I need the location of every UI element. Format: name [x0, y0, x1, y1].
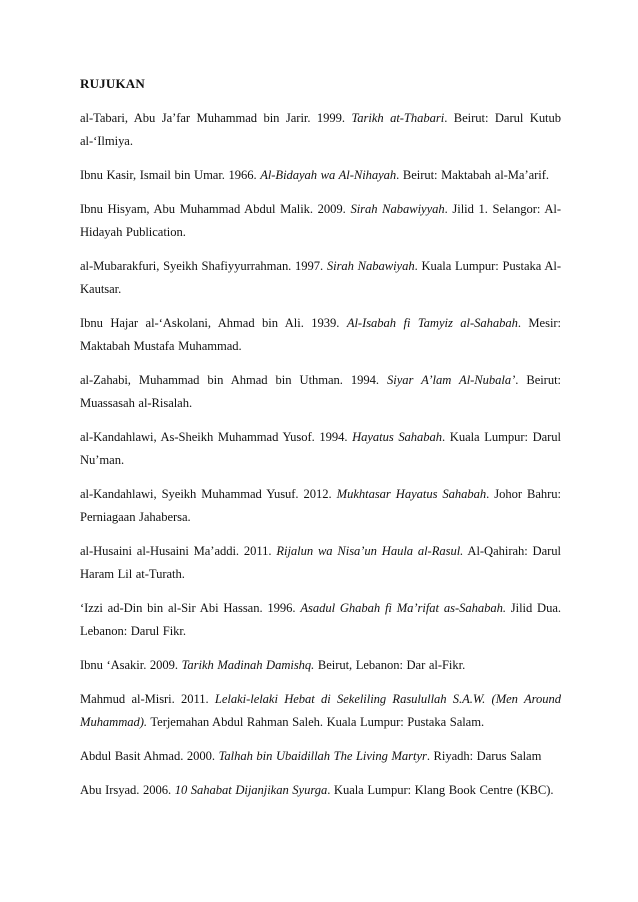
reference-author-year: ‘Izzi ad-Din bin al-Sir Abi Hassan. 1996.: [80, 601, 301, 615]
reference-entry: [80, 255, 561, 301]
reference-entry: [80, 426, 561, 472]
reference-title: 10 Sahabat Dijanjikan Syurga: [174, 783, 328, 797]
reference-author-year: al-Mubarakfuri, Syeikh Shafiyyurrahman. 1997.: [80, 259, 327, 273]
reference-publication: . Beirut: Muassasah al-Risalah.: [80, 373, 561, 410]
reference-title: Siyar A’lam Al-Nubala’: [387, 373, 516, 387]
reference-title: Talhah bin Ubaidillah The Living Martyr: [218, 749, 427, 763]
reference-title: Sirah Nabawiyah: [326, 259, 415, 273]
reference-publication: Terjemahan Abdul Rahman Saleh. Kuala Lumpur: Pustaka Salam.: [147, 715, 485, 729]
reference-publication: Al-Qahirah: Darul Haram Lil at-Turath.: [80, 544, 561, 581]
reference-author-year: al-Tabari, Abu Ja’far Muhammad bin Jarir. 1999.: [80, 111, 352, 125]
reference-author-year: al-Kandahlawi, As-Sheikh Muhammad Yusof. 1994.: [80, 430, 353, 444]
reference-publication: . Jilid 1. Selangor: Al-Hidayah Publication.: [80, 202, 561, 239]
reference-entry: [80, 597, 561, 643]
reference-publication: . Kuala Lumpur: Klang Book Centre (KBC).: [327, 783, 554, 797]
reference-entry: [80, 164, 561, 187]
reference-title: Hayatus Sahabah: [352, 430, 443, 444]
reference-title: Mukhtasar Hayatus Sahabah: [336, 487, 487, 501]
reference-entry: [80, 688, 561, 734]
reference-entry: [80, 779, 561, 802]
reference-entry: [80, 540, 561, 586]
reference-title: Al-Bidayah wa Al-Nihayah: [260, 168, 397, 182]
reference-author-year: Ibnu Kasir, Ismail bin Umar. 1966.: [80, 168, 261, 182]
document-page: [80, 64, 561, 813]
reference-author-year: Ibnu ‘Asakir. 2009.: [80, 658, 182, 672]
reference-author-year: Mahmud al-Misri. 2011.: [80, 692, 215, 706]
reference-entry: [80, 369, 561, 415]
page-heading: RUJUKAN: [80, 76, 145, 91]
reference-author-year: al-Husaini al-Husaini Ma’addi. 2011.: [80, 544, 277, 558]
reference-publication: . Beirut: Darul Kutub al-‘Ilmiya.: [80, 111, 562, 148]
reference-entry: [80, 654, 561, 677]
reference-entry: [80, 107, 561, 153]
reference-publication: Beirut, Lebanon: Dar al-Fikr.: [314, 658, 466, 672]
reference-entry: [80, 312, 561, 358]
reference-publication: . Kuala Lumpur: Pustaka Al-Kautsar.: [80, 259, 561, 296]
reference-title: Tarikh Madinah Damishq.: [181, 658, 315, 672]
reference-title: Asadul Ghabah fi Ma’rifat as-Sahabah.: [300, 601, 506, 615]
reference-author-year: Ibnu Hajar al-‘Askolani, Ahmad bin Ali. 1939.: [80, 316, 347, 330]
reference-author-year: al-Zahabi, Muhammad bin Ahmad bin Uthman. 1994.: [80, 373, 388, 387]
reference-publication: Jilid Dua. Lebanon: Darul Fikr.: [80, 601, 561, 638]
reference-author-year: Ibnu Hisyam, Abu Muhammad Abdul Malik. 2009.: [80, 202, 351, 216]
reference-entry: [80, 745, 561, 768]
reference-publication: . Beirut: Maktabah al-Ma’arif.: [396, 168, 549, 182]
reference-title: Al-Isabah fi Tamyiz al-Sahabah: [346, 316, 518, 330]
reference-title: Tarikh at-Thabari: [351, 111, 445, 125]
reference-title: Sirah Nabawiyyah: [350, 202, 445, 216]
reference-title: Lelaki-lelaki Hebat di Sekeliling Rasulullah S.A.W. (Men Around Muhammad).: [80, 692, 561, 729]
reference-author-year: al-Kandahlawi, Syeikh Muhammad Yusuf. 2012.: [80, 487, 337, 501]
reference-publication: . Johor Bahru: Perniagaan Jahabersa.: [80, 487, 561, 524]
reference-list: [80, 107, 561, 802]
reference-title: Rijalun wa Nisa’un Haula al-Rasul.: [276, 544, 464, 558]
reference-publication: . Kuala Lumpur: Darul Nu’man.: [80, 430, 561, 467]
reference-author-year: Abdul Basit Ahmad. 2000.: [80, 749, 219, 763]
reference-publication: . Riyadh: Darus Salam: [426, 749, 542, 763]
reference-publication: . Mesir: Maktabah Mustafa Muhammad.: [80, 316, 561, 353]
reference-author-year: Abu Irsyad. 2006.: [80, 783, 175, 797]
reference-entry: [80, 483, 561, 529]
reference-entry: [80, 198, 561, 244]
